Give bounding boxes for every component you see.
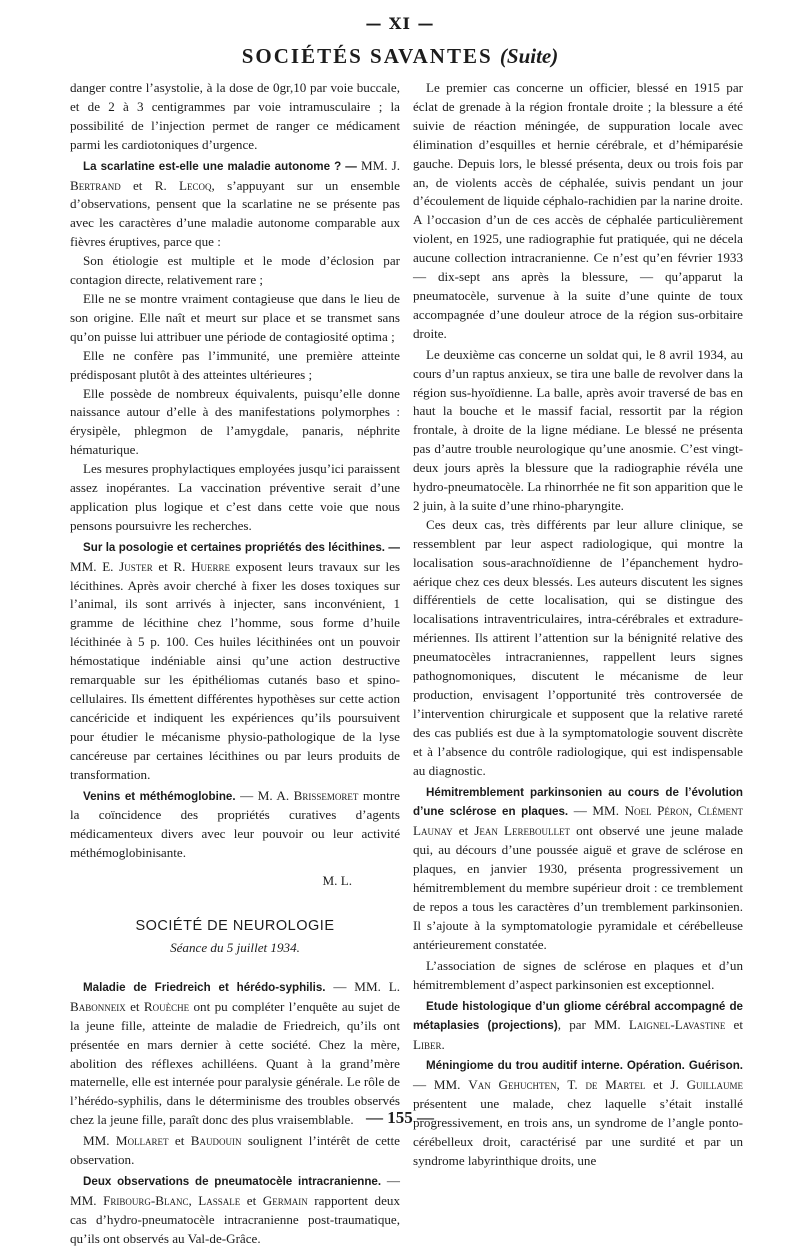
text-span: MM. E.: [70, 558, 120, 574]
text-span: ,: [188, 1192, 199, 1208]
text-span: rapportent deux cas d’hydro-pneumatocèle intracranienne post-traumatique, qu’ils ont observés au Val-de-Grâce.: [70, 1192, 401, 1246]
paragraph: [70, 1132, 400, 1170]
paragraph: Le deuxième cas concerne un soldat qui, le 8 avril 1934, au cours d’un raptus anxieux, se tira une balle de revolver dans la région sus-hyoïdienne. La balle, après avoir traversé de bas en haut la bouche et le massif facial, ressortit par la région frontale, à droite de la ligne médiane. Le blessé ne présenta pas d’autre trouble neurologique qu’une anosmie. C’est vingt-deux jours après la blessure que la radiographie révéla une hydro-pneumatocèle. La rhinorrhée ne fit son apparition que le 2 juin, à la suite d’une rhino-pharyngite.: [413, 346, 743, 513]
text-span: , T.: [556, 1077, 586, 1093]
text-span: soulignent l’intérêt de cette observation.: [70, 1133, 400, 1168]
text-span: exposent leurs travaux sur les lécithines. Après avoir cherché à fixer les doses toxiques sur l’animal, ils sont arrivés à injecter, sans inconvénient, 1 gramme de lécithine chez l’homme, sous forme d’huile lécithinée à 5 p. 100. Ces huiles lécithinées ont un pouvoir hémostatique indéniable ainsi qu’une action destructive remarquable sur les épithéliomas cutanés baso et spino-cellulaires. Ils émettent différentes hypothèses sur cette action cancéricide et indiquent les expériences qu’ils poursuivent pour étudier le mécanisme physio-pathologique de la lyse cancéreuse par certaines lécithines ou par leurs produits de transformation.: [70, 558, 400, 782]
text-span: et J.: [645, 1077, 687, 1093]
paragraph: [70, 157, 400, 253]
text-span: et: [168, 1133, 191, 1149]
text-span: et R.: [120, 177, 180, 193]
paragraph: Elle ne confère pas l’immunité, une première atteinte prédisposant plutôt à des atteintes ultérieures ;: [70, 347, 400, 382]
paragraph: danger contre l’asystolie, à la dose de 0gr,10 par voie buccale, et de 2 à 3 centigrammes par voie intramusculaire ; la possibilité de l’injection permet de ranger ce médicament parmi les cardiotoniques d’urgence.: [70, 80, 400, 152]
author-name: Clément Launay: [413, 803, 743, 839]
author-name: Babonneix: [70, 998, 126, 1014]
running-header: [0, 44, 800, 69]
author-name: Noel Péron: [624, 803, 689, 819]
text-span: — M. A.: [235, 787, 294, 803]
paragraph: Son étiologie est multiple et le mode d’éclosion par contagion directe, relativement rare ;: [70, 253, 400, 288]
text-span: et: [725, 1017, 744, 1033]
paragraph: Ces deux cas, très différents par leur allure clinique, se ressemblent par leur aspect radiologique, qui montre la localisation sous-arachnoïdienne de l’épanchement hydro-aérique chez ces deux blessés. Les auteurs discutent les signes différentiels de cette localisation, qui se distingue des localisations intraventriculaires, intra-cérébrales et extradure-mériennes. Ils attirent l’attention sur la bénignité relative des pneumatocèles intracraniennes, rappellent leurs signes pathognomoniques, discutent le mécanisme de leur production, envisagent l’opportunité très controversée de l’intervention chirurgicale et supposent que la relative rareté des cas publiés est due à la symptomatologie souvent discrète et à l’absence du contrôle radiologique, qui est indispensable au diagnostic.: [413, 516, 743, 778]
paragraph: L’association de signes de sclérose en plaques et d’un hémitremblement d’aspect parkinsonien est exceptionnel.: [413, 957, 743, 992]
author-name: Guillaume: [686, 1077, 744, 1093]
text-span: — MM.: [70, 1172, 401, 1208]
section-title: SOCIÉTÉ DE NEUROLOGIE: [135, 918, 335, 935]
text-span: présentent une malade, chez laquelle s’était installé progressivement, en trois ans, un syndrome de l’angle ponto-cérébelleux droit, caractérisé par une surdité et par un syndrome labyrinthique droits, une: [413, 1096, 743, 1168]
author-name: Germain: [262, 1192, 308, 1208]
text-span: montre la coïncidence des propriétés curatives d’agents médicamenteux divers avec leur pouvoir ou leur activité méthémoglobinisante.: [70, 787, 400, 861]
text-span: MM.: [83, 1133, 116, 1149]
author-name: Juster: [119, 558, 153, 574]
author-name: de Martel: [585, 1077, 646, 1093]
text-span: et R.: [152, 558, 192, 574]
item-heading: Deux observations de pneumatocèle intracranienne.: [83, 1174, 382, 1188]
text-span: et: [452, 823, 475, 839]
text-span: et: [240, 1192, 263, 1208]
author-name: Rouèche: [143, 998, 190, 1014]
author-name: Brissemoret: [293, 787, 359, 803]
text-span: ,: [688, 803, 698, 819]
author-name: Jean Lereboullet: [474, 823, 571, 839]
text-span: ont observé une jeune malade qui, au décours d’une poussée aiguë et grave de sclérose en plaques, en janvier 1930, présenta progressivement un hémitremblement du membre supérieur droit : ce tremblement de repos a tous les caractères d’un tremblement parkinsonien. Il s’ajoute à la symptomatologie pyramidale et cérébelleuse antérieurement constatée.: [413, 823, 744, 952]
text-span: , par MM.: [557, 1017, 629, 1033]
text-span: ont pu compléter l’enquête au sujet de la jeune fille, atteinte de maladie de Friedreich, qu’ils ont présentée en mars dernier à cette société. Chez la mère, abolition des réflexes achilléens. Quant à la grand’mère maternelle, elle est internée pour paralysie générale. Le rôle de l’hérédo-syphilis, dans le déterminisme des troubles observés chez la jeune fille, paraît donc des plus vraisemblable.: [70, 998, 400, 1128]
author-name: Liber: [413, 1037, 442, 1053]
text-span: et: [125, 998, 144, 1014]
item-heading: Méningiome du trou auditif interne. Opération. Guérison.: [426, 1059, 743, 1073]
text-span: .: [441, 1037, 445, 1053]
roman-page-number: — XI —: [365, 14, 435, 33]
paragraph: [413, 997, 743, 1056]
page-number: — 155 —: [366, 1108, 434, 1127]
right-column: [413, 79, 743, 1171]
text-span: — MM.: [413, 1077, 469, 1093]
item-heading: Etude histologique d’un gliome cérébral accompagné de métaplasies (projections): [413, 999, 743, 1033]
paragraph: Elle ne se montre vraiment contagieuse que dans le lieu de son origine. Elle naît et meurt sur place et se transmet sans qu’on puisse lui attribuer une période de contagiosité optima ;: [70, 290, 400, 344]
running-header-suite: (Suite): [499, 44, 559, 68]
paragraph: Elle possède de nombreux équivalents, puisqu’elle donne naissance autour d’elle à des manifestations polymorphes : érysipèle, phlegmon de l’amygdale, panaris, néphrite hématurique.: [70, 385, 400, 458]
paragraph: Le premier cas concerne un officier, blessé en 1915 par éclat de grenade à la région frontale droite ; la blessure a été suivie de réaction méningée, de suppuration locale avec élimination d’esquilles et hernie cérébrale, et d’hémiparésie gauche. Depuis lors, le blessé présenta, deux ou trois fois par an, de violents accès de céphalée, suivis pendant un jour d’écoulement de liquide céphalo-rachidien par la narine droite. A l’occasion d’un de ces accès de céphalée particulièrement violent, en 1925, une radiographie fut pratiquée, qui ne décela aucune collection intracranienne. Ce n’est qu’en février 1933 — dix-sept ans après la blessure, — qu’apparut la pneumatocèle, survenue à la suite d’une quinte de toux accompagnée d’une douleur atroce de la région sus-orbitaire droite.: [413, 80, 743, 341]
author-name: Laignel-Lavastine: [628, 1017, 726, 1033]
text-span: , s’appuyant sur un ensemble d’observations, pensent que la scarlatine ne se présente pas avec les caractères d’une maladie autonome comparable aux fièvres éruptives, parce que :: [70, 177, 400, 250]
item-heading: Hémitremblement parkinsonien au cours de l’évolution d’une sclérose en plaques.: [413, 785, 743, 819]
author-name: Van Gehuchten: [468, 1077, 557, 1093]
text-span: — MM.: [568, 803, 625, 819]
item-heading: Sur la posologie et certaines propriétés des lécithines. —: [83, 540, 400, 554]
author-name: Lecoq: [179, 177, 212, 193]
text-span: MM. J.: [356, 157, 400, 173]
paragraph: [70, 1172, 400, 1249]
paragraph: Les mesures prophylactiques employées jusqu’ici paraissent assez inopérantes. La vaccination préventive serait d’une application plus logique et c’est dans cette voie que nous pensons poursuivre les recherches.: [70, 461, 400, 533]
author-name: Huerre: [191, 558, 231, 574]
author-name: Lassale: [198, 1192, 241, 1208]
paragraph: [413, 783, 743, 955]
signature: M. L.: [322, 873, 352, 889]
item-heading: Maladie de Friedreich et hérédo-syphilis.: [83, 980, 326, 994]
paragraph: [70, 787, 400, 864]
text-span: — MM. L.: [325, 978, 400, 994]
paragraph: [70, 538, 400, 785]
left-column: [70, 79, 400, 1249]
item-heading: Venins et méthémoglobine.: [83, 789, 236, 803]
author-name: Baudouin: [190, 1133, 242, 1149]
session-date: Séance du 5 juillet 1934.: [170, 939, 300, 955]
item-heading: La scarlatine est-elle une maladie autonome ? —: [83, 159, 357, 173]
running-header-title: SOCIÉTÉS SAVANTES: [241, 44, 493, 68]
author-name: Mollaret: [115, 1133, 169, 1149]
author-name: Fribourg-Blanc: [103, 1192, 189, 1208]
author-name: Bertrand: [70, 177, 121, 193]
